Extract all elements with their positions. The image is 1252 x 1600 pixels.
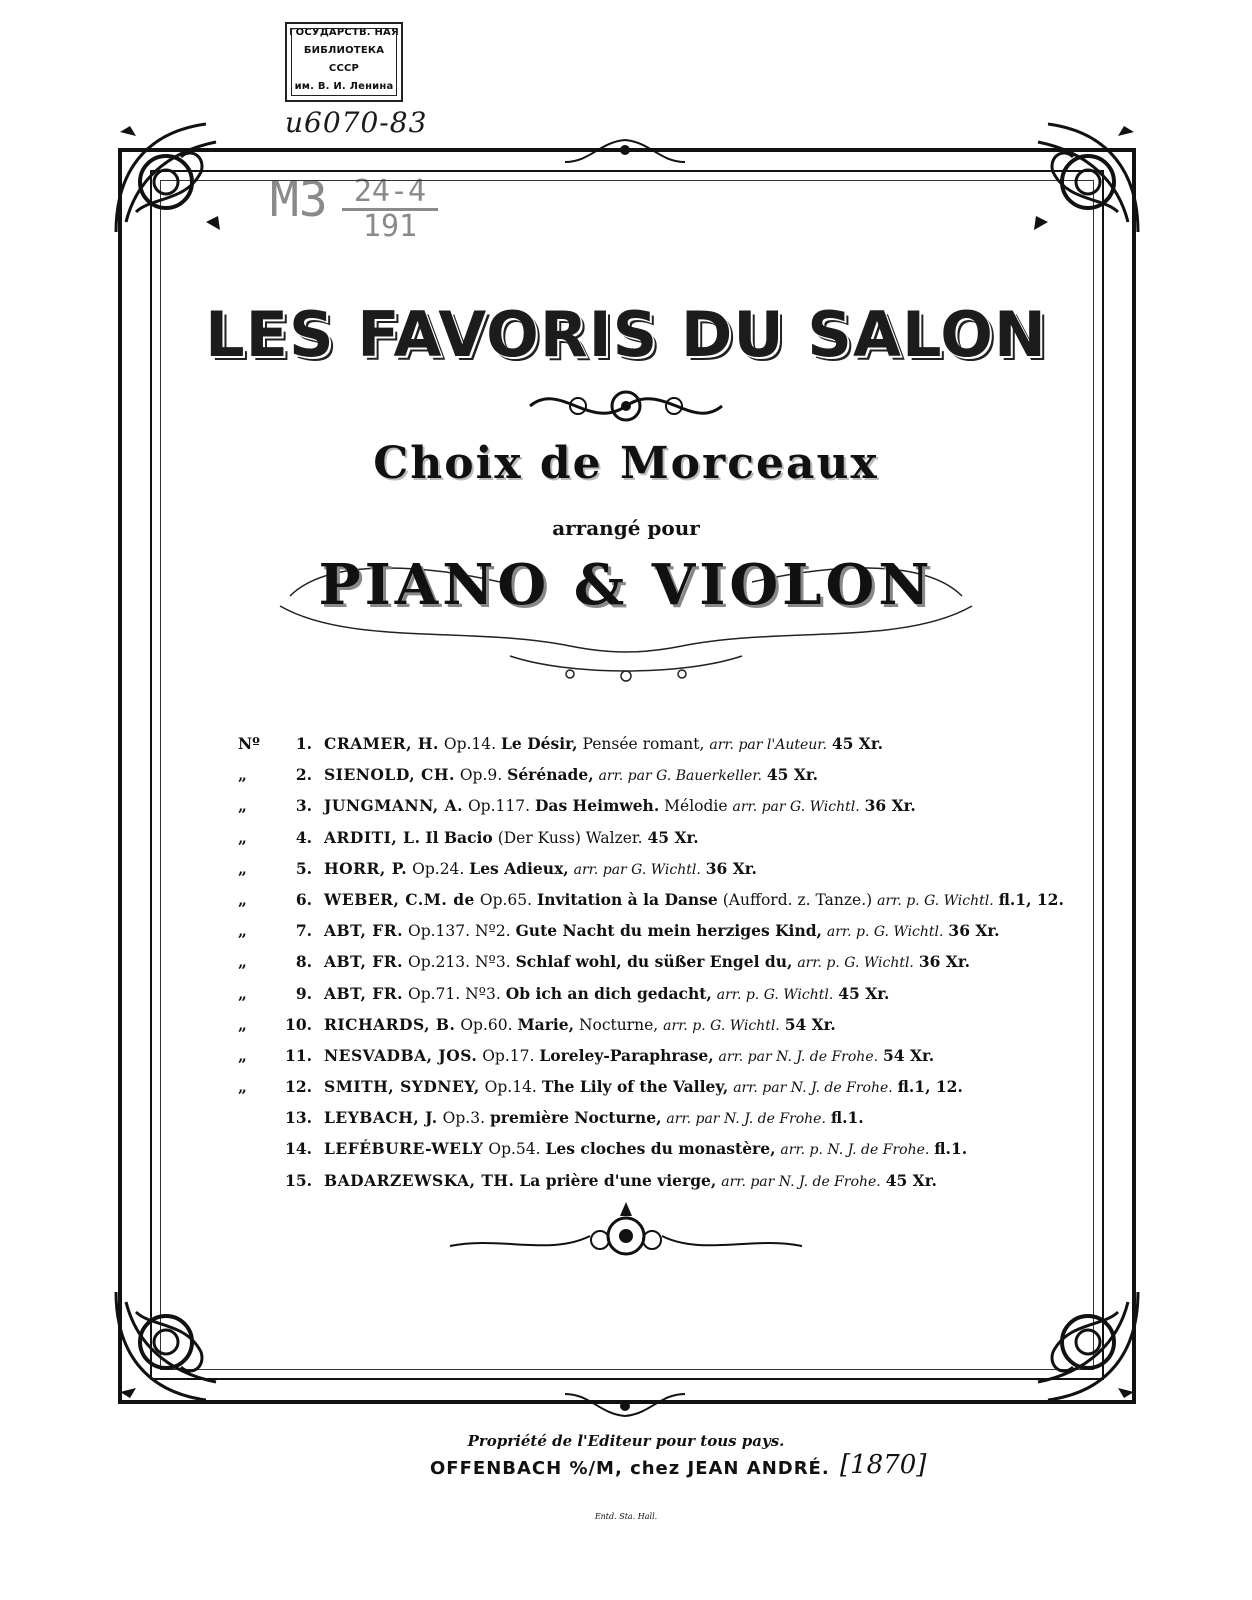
item-arranger: arr. p. G. Wichtl. (797, 955, 914, 972)
item-arranger: arr. p. G. Wichtl. (663, 1017, 780, 1034)
item-price: 45 Xr. (766, 765, 819, 785)
item-number: 12. (285, 1077, 312, 1097)
item-mark: „ (238, 765, 247, 785)
item-mark: „ (238, 952, 247, 972)
item-opus: Op.60. (460, 1015, 513, 1034)
list-item (238, 948, 1018, 979)
item-mark: „ (238, 983, 247, 1003)
item-price: 36 Xr. (864, 796, 916, 816)
item-text (324, 948, 970, 977)
item-price: 54 Xr. (883, 1045, 935, 1065)
stamp-line: им. В. И. Ленина (294, 81, 394, 92)
item-number: 10. (285, 1014, 312, 1034)
item-mark: „ (238, 1077, 247, 1097)
item-extra: (Aufford. z. Tanze.) (722, 890, 873, 909)
item-arranger: arr. p. G. Wichtl. (826, 924, 944, 941)
item-opus: Op.71. Nº3. (407, 984, 501, 1003)
item-opus: Op.137. Nº2. (407, 922, 511, 941)
item-mark: „ (238, 921, 247, 941)
item-text (324, 761, 818, 790)
item-title: The Lily of the Valley, (541, 1077, 729, 1097)
item-composer: LEFÉBURE-WELY (324, 1139, 484, 1159)
item-composer: ARDITI, L. (324, 827, 421, 847)
item-arranger: arr. p. N. J. de Frohe. (780, 1142, 930, 1159)
item-title: Sérénade, (507, 765, 594, 785)
publisher-imprint: OFFENBACH %/M, chez JEAN ANDRÉ. (430, 1458, 830, 1479)
frame-bottom-ornament-icon (560, 1384, 690, 1424)
item-title: Gute Nacht du mein herziges Kind, (515, 921, 822, 941)
item-mark: „ (238, 858, 247, 878)
item-composer: NESVADBA, JOS. (324, 1045, 478, 1065)
item-title: Ob ich an dich gedacht, (505, 983, 712, 1003)
library-stamp (285, 22, 403, 102)
item-text (324, 1042, 934, 1071)
item-arranger: arr. par G. Wichtl. (732, 799, 860, 816)
item-price: fl.1. (934, 1139, 968, 1159)
date-annotation: [1870] (840, 1450, 927, 1480)
list-item (238, 824, 1018, 855)
list-item (238, 1011, 1018, 1042)
list-item (238, 980, 1018, 1011)
item-text (324, 980, 889, 1009)
arranged-for-label: arrangé pour (552, 516, 700, 540)
item-composer: SIENOLD, CH. (324, 765, 455, 785)
page-title: LES FAVORIS DU SALON (205, 298, 1047, 371)
list-item (238, 917, 1018, 948)
works-list (238, 730, 1064, 1198)
corner-ornament-icon (1018, 112, 1148, 242)
shelfmark-main: M3 (270, 172, 328, 228)
stamp-line: СССР (328, 63, 360, 74)
shelfmark-fraction-bottom: 191 (362, 209, 418, 244)
property-notice: Propriété de l'Editeur pour tous pays. (467, 1432, 785, 1450)
item-title: première Nocturne, (489, 1108, 662, 1128)
item-composer: CRAMER, H. (324, 734, 439, 753)
item-number: 1. (295, 734, 312, 753)
item-arranger: arr. par G. Wichtl. (573, 861, 701, 878)
subtitle: Choix de Morceaux (373, 438, 879, 489)
item-text (324, 824, 699, 853)
item-extra: (Der Kuss) Walzer. (497, 828, 643, 847)
list-item (238, 855, 1018, 886)
item-price: fl.1, 12. (998, 889, 1064, 909)
item-arranger: arr. par l'Auteur. (709, 737, 827, 753)
item-mark: „ (238, 1045, 247, 1065)
item-price: fl.1. (830, 1108, 864, 1128)
item-text (324, 792, 916, 821)
item-title: Il Bacio (425, 827, 493, 847)
item-number: 6. (295, 889, 312, 909)
item-price: 36 Xr. (918, 952, 970, 972)
item-extra: Nocturne, (578, 1015, 659, 1034)
item-price: 45 Xr. (831, 734, 883, 753)
item-text (324, 1167, 937, 1196)
item-opus: Op.117. (467, 797, 531, 816)
item-price: 45 Xr. (885, 1170, 937, 1190)
frame-top-ornament-icon (560, 132, 690, 172)
item-text (324, 1135, 967, 1164)
item-opus: Op.213. Nº3. (407, 953, 511, 972)
item-composer: SMITH, SYDNEY, (324, 1077, 480, 1097)
item-price: 54 Xr. (784, 1014, 836, 1034)
item-title: Marie, (517, 1014, 575, 1034)
list-item (238, 1104, 1018, 1135)
item-text (324, 730, 883, 759)
item-price: 45 Xr. (838, 983, 890, 1003)
item-number: 7. (295, 921, 312, 941)
item-mark: „ (238, 1014, 247, 1034)
stamp-line: БИБЛИОТЕКА (303, 45, 385, 56)
item-composer: BADARZEWSKA, TH. (324, 1170, 515, 1190)
item-number: 8. (295, 952, 312, 972)
item-mark: Nº (238, 734, 260, 753)
list-item (238, 792, 1018, 823)
item-price: 36 Xr. (705, 858, 757, 878)
item-arranger: arr. par N. J. de Frohe. (666, 1111, 826, 1128)
item-title: Loreley-Paraphrase, (539, 1045, 714, 1065)
item-number: 5. (295, 858, 312, 878)
item-extra: Pensée romant, (582, 735, 705, 753)
item-text (324, 1104, 864, 1133)
item-opus: Op.54. (488, 1140, 541, 1159)
item-opus: Op.14. (443, 735, 497, 753)
item-mark: „ (238, 796, 247, 816)
item-number: 14. (285, 1139, 312, 1159)
item-composer: ABT, FR. (324, 983, 404, 1003)
item-number: 3. (295, 796, 312, 816)
item-composer: ABT, FR. (324, 952, 404, 972)
item-composer: RICHARDS, B. (324, 1014, 456, 1034)
item-title: Les cloches du monastère, (545, 1139, 776, 1159)
item-price: 36 Xr. (948, 921, 1000, 941)
item-opus: Op.24. (412, 859, 465, 878)
item-opus: Op.3. (442, 1109, 486, 1128)
item-opus: Op.14. (484, 1078, 537, 1097)
item-composer: HORR, P. (324, 858, 408, 878)
item-text (324, 886, 1064, 915)
list-item (238, 1073, 1018, 1104)
handwritten-inventory-number: u6070-83 (285, 106, 428, 139)
bottom-vignette-icon (440, 1196, 812, 1276)
item-price: 45 Xr. (647, 827, 699, 847)
item-arranger: arr. par N. J. de Frohe. (718, 1048, 879, 1065)
item-arranger: arr. par N. J. de Frohe. (733, 1080, 893, 1097)
list-item (238, 886, 1064, 917)
item-text (324, 917, 1000, 946)
item-mark: „ (238, 827, 247, 847)
corner-ornament-icon (106, 1282, 236, 1412)
shelfmark-fraction-top: 24-4 (342, 176, 438, 211)
item-title: Das Heimweh. (534, 796, 660, 816)
item-number: 2. (295, 765, 312, 785)
item-text (324, 1011, 836, 1040)
instrumentation: PIANO & VIOLON (318, 552, 934, 618)
stamp-line: ГОСУДАРСТВ. НАЯ (289, 27, 399, 38)
item-title: La prière d'une vierge, (519, 1170, 717, 1190)
item-opus: Op.65. (479, 890, 533, 909)
item-text (324, 1073, 963, 1102)
list-item (238, 761, 1018, 792)
list-item (238, 1042, 1018, 1073)
list-item (238, 1135, 1018, 1166)
item-number: 4. (295, 827, 312, 847)
item-title: Invitation à la Danse (537, 889, 718, 909)
item-title: Schlaf wohl, du süßer Engel du, (515, 952, 793, 972)
item-arranger: arr. p. G. Wichtl. (877, 892, 994, 909)
item-price: fl.1, 12. (897, 1077, 963, 1097)
item-arranger: arr. par N. J. de Frohe. (721, 1173, 881, 1190)
engraver-note: Entd. Sta. Hall. (594, 1512, 658, 1521)
item-number: 11. (285, 1045, 312, 1065)
corner-ornament-icon (1018, 1282, 1148, 1412)
item-opus: Op.9. (459, 766, 503, 785)
list-item (238, 1167, 1018, 1198)
title-vignette-icon (520, 376, 732, 438)
corner-ornament-icon (106, 112, 236, 242)
item-composer: WEBER, C.M. de (324, 889, 475, 909)
item-arranger: arr. p. G. Wichtl. (716, 986, 834, 1003)
item-number: 9. (295, 983, 312, 1003)
item-number: 13. (285, 1108, 312, 1128)
item-composer: JUNGMANN, A. (324, 796, 463, 816)
item-composer: LEYBACH, J. (324, 1108, 438, 1128)
item-title: Les Adieux, (469, 858, 569, 878)
item-mark: „ (238, 889, 247, 909)
item-number: 15. (285, 1170, 312, 1190)
item-composer: ABT, FR. (324, 921, 404, 941)
item-opus: Op.17. (482, 1046, 535, 1065)
item-title: Le Désir, (501, 734, 578, 753)
item-text (324, 855, 757, 884)
item-arranger: arr. par G. Bauerkeller. (598, 768, 762, 785)
item-extra: Mélodie (664, 797, 728, 816)
list-item (238, 730, 1018, 761)
